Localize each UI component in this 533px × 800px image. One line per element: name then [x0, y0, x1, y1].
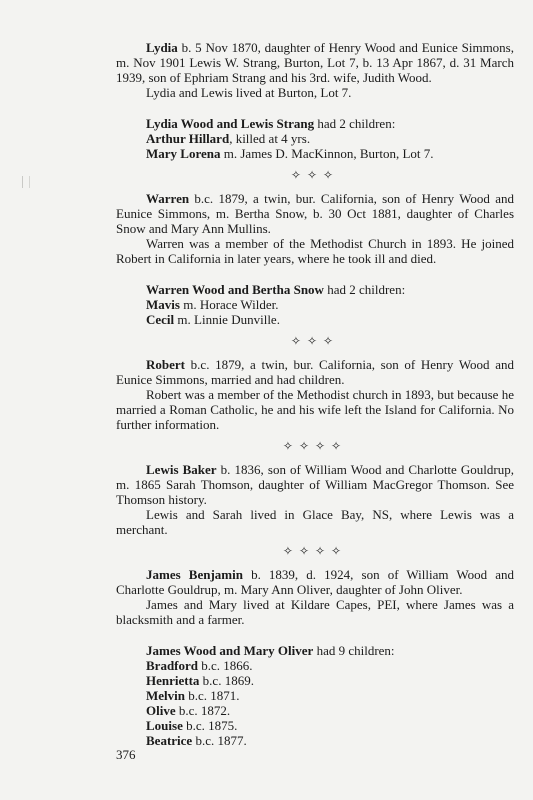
- entry-paragraph: [116, 191, 514, 236]
- entry-note: Robert was a member of the Methodist church in 1893, but because he married a Roman Catholic, he and his wife left the Island for California. No further information.: [116, 387, 514, 432]
- entry-name: Warren: [146, 191, 190, 206]
- entry-note: Warren was a member of the Methodist Church in 1893. He joined Robert in California in later years, where he took ill and died.: [116, 236, 514, 266]
- entry-text: b.c. 1879, a twin, bur. California, son of Henry Wood and Eunice Simmons, m. Bertha Snow, b. 30 Oct 1881, daughter of Charles Snow and Mary Ann Mullins.: [116, 191, 514, 236]
- children-list: [116, 297, 514, 327]
- entry-name: James Benjamin: [146, 567, 243, 582]
- scan-margin-mark: [22, 176, 30, 188]
- entry-paragraph: [116, 567, 514, 597]
- list-item: [146, 688, 514, 703]
- entry-name: Robert: [146, 357, 185, 372]
- entry-lewis-baker: [116, 462, 514, 537]
- children-heading-names: Lydia Wood and Lewis Strang: [146, 116, 315, 131]
- list-item: [146, 718, 514, 733]
- children-heading: [116, 282, 514, 297]
- children-heading-count: had 9 children:: [313, 643, 395, 658]
- child-detail: m. James D. MacKinnon, Burton, Lot 7.: [220, 146, 434, 161]
- children-list: [116, 131, 514, 161]
- entry-lydia: [116, 40, 514, 161]
- section-divider: ✧✧✧: [290, 168, 340, 182]
- child-detail: b.c. 1871.: [185, 688, 240, 703]
- child-name: Mavis: [146, 297, 180, 312]
- child-detail: m. Linnie Dunville.: [174, 312, 280, 327]
- entry-text: b. 1839, d. 1924, son of William Wood and Charlotte Gouldrup, m. Mary Ann Oliver, daughter of John Oliver.: [116, 567, 514, 597]
- entry-warren: [116, 191, 514, 327]
- list-item: [146, 131, 514, 146]
- child-detail: b.c. 1866.: [198, 658, 253, 673]
- entry-note: James and Mary lived at Kildare Capes, PEI, where James was a blacksmith and a farmer.: [116, 597, 514, 627]
- child-name: Beatrice: [146, 733, 193, 748]
- entry-text: b. 1836, son of William Wood and Charlotte Gouldrup, m. 1865 Sarah Thomson, daughter of William MacGregor Thomson. See Thomson history.: [116, 462, 514, 507]
- child-detail: , killed at 4 yrs.: [229, 131, 311, 146]
- child-name: Cecil: [146, 312, 175, 327]
- list-item: [146, 312, 514, 327]
- child-name: Mary Lorena: [146, 146, 221, 161]
- entry-text: b. 5 Nov 1870, daughter of Henry Wood and Eunice Simmons, m. Nov 1901 Lewis W. Strang, Burton, Lot 7, b. 13 Apr 1867, d. 31 March 1939, son of Ephriam Strang and his 3rd. wife, Judith Wood.: [116, 40, 514, 85]
- children-list: [116, 658, 514, 748]
- entry-name: Lydia: [146, 40, 178, 55]
- page-content: [116, 40, 514, 748]
- page-number: 376: [116, 747, 136, 762]
- children-heading: [116, 643, 514, 658]
- child-name: Melvin: [146, 688, 185, 703]
- list-item: [146, 673, 514, 688]
- entry-paragraph: [116, 462, 514, 507]
- section-divider: ✧✧✧: [290, 334, 340, 348]
- child-detail: b.c. 1877.: [192, 733, 247, 748]
- list-item: [146, 297, 514, 312]
- child-detail: b.c. 1869.: [199, 673, 254, 688]
- entry-paragraph: [116, 357, 514, 387]
- children-heading: [116, 116, 514, 131]
- child-detail: m. Horace Wilder.: [179, 297, 279, 312]
- children-heading-count: had 2 children:: [314, 116, 396, 131]
- child-name: Olive: [146, 703, 176, 718]
- child-detail: b.c. 1875.: [182, 718, 238, 733]
- entry-name: Lewis Baker: [146, 462, 217, 477]
- child-detail: b.c. 1872.: [175, 703, 231, 718]
- list-item: [146, 733, 514, 748]
- entry-text: b.c. 1879, a twin, bur. California, son of Henry Wood and Eunice Simmons, married and had children.: [116, 357, 514, 387]
- children-heading-names: Warren Wood and Bertha Snow: [146, 282, 324, 297]
- entry-james-benjamin: [116, 567, 514, 748]
- child-name: Louise: [146, 718, 183, 733]
- list-item: [146, 146, 514, 161]
- entry-paragraph: [116, 40, 514, 85]
- list-item: [146, 703, 514, 718]
- section-divider: ✧✧✧✧: [282, 544, 348, 558]
- entry-robert: [116, 357, 514, 432]
- entry-note: Lydia and Lewis lived at Burton, Lot 7.: [146, 85, 352, 100]
- child-name: Henrietta: [146, 673, 200, 688]
- entry-note: Lewis and Sarah lived in Glace Bay, NS, where Lewis was a merchant.: [116, 507, 514, 537]
- child-name: Bradford: [146, 658, 198, 673]
- section-divider: ✧✧✧✧: [282, 439, 348, 453]
- child-name: Arthur Hillard: [146, 131, 230, 146]
- children-heading-count: had 2 children:: [323, 282, 406, 297]
- children-heading-names: James Wood and Mary Oliver: [146, 643, 314, 658]
- list-item: [146, 658, 514, 673]
